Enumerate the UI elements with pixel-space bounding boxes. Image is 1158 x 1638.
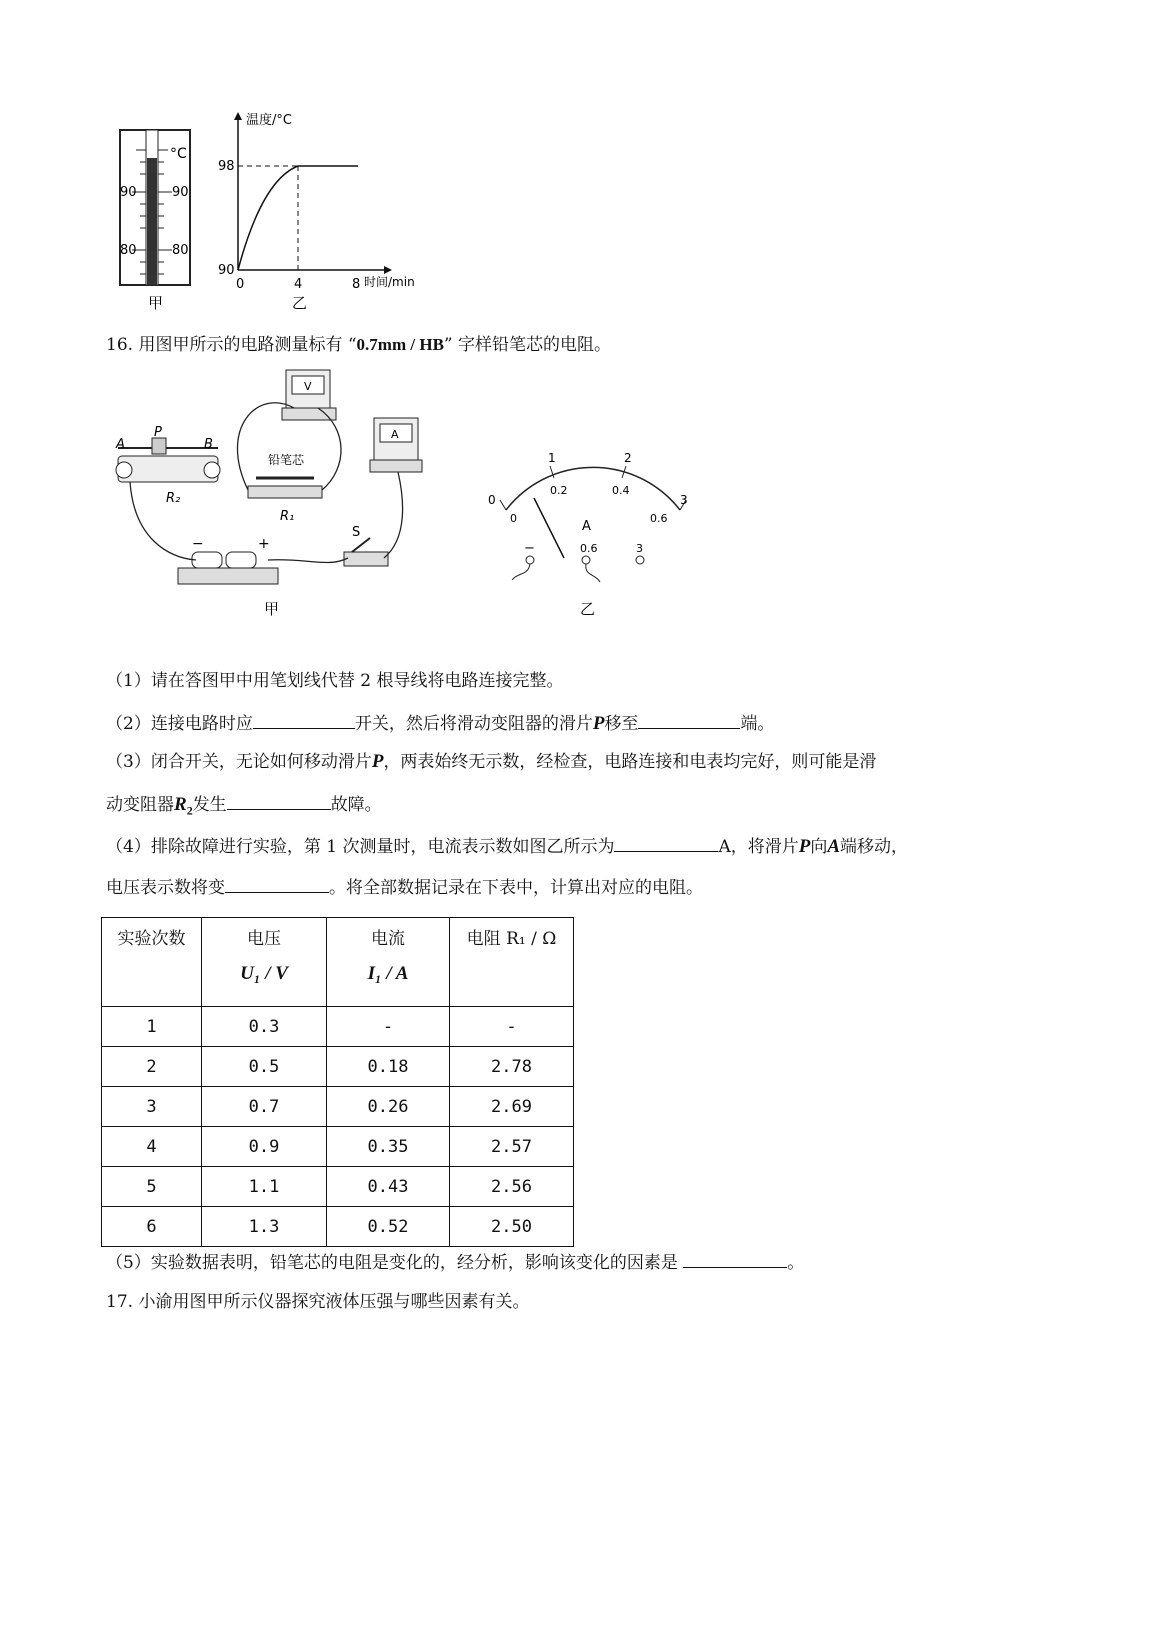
- s3-text-e: 故障。: [330, 795, 382, 815]
- cell-voltage: 0.9: [202, 1127, 327, 1167]
- cell-trial: 5: [102, 1167, 202, 1207]
- answer-blank-3[interactable]: [227, 791, 331, 810]
- cell-current: 0.26: [327, 1087, 450, 1127]
- temperature-graph: [218, 112, 415, 312]
- volt-symbol: V: [304, 380, 312, 393]
- q17-stem: [106, 1290, 529, 1314]
- s2-text-a: （2）连接电路时应: [106, 714, 253, 734]
- cell-resistance: 2.56: [450, 1167, 574, 1207]
- cell-current: -: [327, 1007, 450, 1047]
- s3-text-a: （3）闭合开关，无论如何移动滑片: [106, 752, 372, 772]
- pencil-lead-resistor: [248, 452, 322, 524]
- dial-lower-2: 0.4: [612, 484, 630, 497]
- sub-question-1: [106, 669, 563, 693]
- cell-resistance: -: [450, 1007, 574, 1047]
- s3-symbol-P: P: [371, 751, 384, 772]
- ammeter: [370, 418, 422, 472]
- dial-lower-0: 0: [510, 512, 517, 525]
- thermo-unit: °C: [170, 146, 187, 162]
- label-R2: R₂: [166, 491, 181, 506]
- thermo-mark-90-right: 90: [172, 185, 189, 200]
- label-P: P: [154, 425, 162, 440]
- s2-symbol-P: P: [592, 713, 605, 734]
- s2-text-c: 移至: [604, 714, 639, 734]
- label-A: A: [116, 437, 125, 452]
- cell-voltage: 0.5: [202, 1047, 327, 1087]
- graph-caption: 乙: [292, 294, 308, 312]
- amp-symbol: A: [391, 428, 399, 441]
- graph-xlabel: 时间/min: [364, 275, 415, 289]
- terminal-06: 0.6: [580, 542, 598, 555]
- dial-caption: 乙: [580, 600, 596, 618]
- s3-text-c: 动变阻器: [106, 795, 174, 815]
- graph-x8: 8: [352, 277, 361, 292]
- s4-text-f: 。将全部数据记录在下表中，计算出对应的电阻。: [329, 878, 703, 898]
- s2-text-d: 端。: [740, 714, 775, 734]
- cell-trial: 2: [102, 1047, 202, 1087]
- header-current-label: 电流: [371, 929, 405, 949]
- cell-voltage: 0.7: [202, 1087, 327, 1127]
- header-resistance: [450, 918, 574, 1007]
- sub-question-5: [106, 1249, 804, 1275]
- q16-stem-end: ” 字样铅笔芯的电阻。: [443, 335, 612, 355]
- circuit-caption: 甲: [264, 600, 280, 618]
- thermometer-figure: [120, 130, 190, 312]
- header-voltage-label: 电压: [247, 929, 281, 949]
- dial-unit: A: [582, 519, 591, 534]
- graph-y98: 98: [218, 159, 235, 174]
- thermo-mark-80-right: 80: [172, 243, 189, 258]
- cell-resistance: 2.50: [450, 1207, 574, 1247]
- battery-minus: −: [192, 536, 204, 552]
- s3-symbol-R-sub: 2: [186, 803, 193, 818]
- label-B: B: [204, 437, 213, 452]
- switch: [344, 525, 388, 566]
- sub-question-3-line1: [106, 750, 876, 774]
- s4-text-b: A，将滑片: [718, 837, 799, 857]
- graph-y90: 90: [218, 263, 235, 278]
- dial-upper-2: 2: [624, 451, 632, 465]
- dial-upper-0: 0: [488, 493, 496, 507]
- header-voltage-unit: U₁ / V: [240, 963, 288, 984]
- header-voltage: [202, 918, 327, 1007]
- sub-question-3-line2: [106, 791, 382, 822]
- answer-blank-4a[interactable]: [614, 833, 718, 852]
- dial-pointer: [534, 498, 564, 558]
- battery-plus: +: [258, 536, 270, 552]
- dial-upper-3: 3: [680, 493, 688, 507]
- cell-current: 0.35: [327, 1127, 450, 1167]
- header-current: [327, 918, 450, 1007]
- thermo-mark-90-left: 90: [120, 185, 137, 200]
- cell-resistance: 2.69: [450, 1087, 574, 1127]
- table-row: [102, 1127, 574, 1167]
- dial-lower-1: 0.2: [550, 484, 568, 497]
- dial-upper-1: 1: [548, 451, 556, 465]
- cell-voltage: 1.3: [202, 1207, 327, 1247]
- s4-symbol-A: A: [827, 836, 841, 857]
- thermo-mark-80-left: 80: [120, 243, 137, 258]
- q16-stem: [106, 333, 611, 357]
- header-trial: [102, 918, 202, 1007]
- header-resistance-label: 电阻 R₁ / Ω: [466, 929, 557, 949]
- data-table: [101, 917, 574, 1247]
- cell-trial: 1: [102, 1007, 202, 1047]
- voltmeter: [282, 370, 336, 420]
- cell-trial: 4: [102, 1127, 202, 1167]
- s4-text-c: 向: [810, 837, 828, 857]
- answer-blank-5[interactable]: [683, 1249, 787, 1268]
- cell-current: 0.43: [327, 1167, 450, 1207]
- s4-symbol-P: P: [798, 836, 811, 857]
- terminal-minus: −: [524, 541, 535, 556]
- s2-text-b: 开关，然后将滑动变阻器的滑片: [354, 714, 593, 734]
- s3-text-d: 发生: [192, 795, 227, 815]
- label-R1: R₁: [280, 509, 295, 524]
- answer-blank-2b[interactable]: [638, 710, 740, 729]
- cell-trial: 6: [102, 1207, 202, 1247]
- cell-resistance: 2.57: [450, 1127, 574, 1167]
- dial-lower-3: 0.6: [650, 512, 668, 525]
- sub-question-4-line1: [106, 833, 908, 859]
- table-row: [102, 1087, 574, 1127]
- cell-voltage: 1.1: [202, 1167, 327, 1207]
- table-row: [102, 1207, 574, 1247]
- pencil-label: 铅笔芯: [268, 453, 305, 467]
- cell-voltage: 0.3: [202, 1007, 327, 1047]
- cell-current: 0.52: [327, 1207, 450, 1247]
- label-S: S: [352, 525, 361, 540]
- cell-resistance: 2.78: [450, 1047, 574, 1087]
- cell-trial: 3: [102, 1087, 202, 1127]
- s1-text: （1）请在答图甲中用笔划线代替 2 根导线将电路连接完整。: [106, 671, 564, 691]
- sub-question-4-line2: [106, 874, 703, 900]
- top-figure: [110, 110, 450, 325]
- s4-text-e: 电压表示数将变: [106, 878, 225, 898]
- table-row: [102, 1047, 574, 1087]
- header-trial-label: 实验次数: [117, 929, 186, 949]
- mercury-column: [147, 158, 157, 285]
- cell-current: 0.18: [327, 1047, 450, 1087]
- answer-blank-4b[interactable]: [225, 874, 329, 893]
- sub-question-2: [106, 710, 774, 736]
- circuit-figure: [108, 368, 438, 628]
- s4-text-d: 端移动，: [840, 837, 909, 857]
- header-current-unit: I₁ / A: [367, 963, 409, 984]
- q17-text: 17. 小渝用图甲所示仪器探究液体压强与哪些因素有关。: [106, 1292, 530, 1312]
- heating-curve: [238, 166, 358, 270]
- table-row: [102, 1167, 574, 1207]
- s3-symbol-R: R: [174, 794, 187, 815]
- answer-blank-2a[interactable]: [253, 710, 355, 729]
- ammeter-dial-figure: [488, 448, 708, 628]
- graph-ylabel: 温度/°C: [246, 113, 292, 128]
- q16-stem-text: 16. 用图甲所示的电路测量标有 “: [106, 335, 357, 355]
- graph-x4: 4: [294, 277, 303, 292]
- s5-text-a: （5）实验数据表明，铅笔芯的电阻是变化的，经分析，影响该变化的因素是: [106, 1253, 678, 1273]
- table-header-row: [102, 918, 574, 1007]
- q16-spec: 0.7mm / HB: [356, 335, 444, 354]
- s3-text-b: ，两表始终无示数，经检查，电路连接和电表均完好，则可能是滑: [383, 752, 877, 772]
- graph-x0: 0: [236, 277, 245, 292]
- s5-text-b: 。: [787, 1253, 805, 1273]
- table-row: [102, 1007, 574, 1047]
- thermo-caption: 甲: [148, 294, 164, 312]
- s4-text-a: （4）排除故障进行实验，第 1 次测量时，电流表示数如图乙所示为: [106, 837, 615, 857]
- terminal-3: 3: [636, 542, 643, 555]
